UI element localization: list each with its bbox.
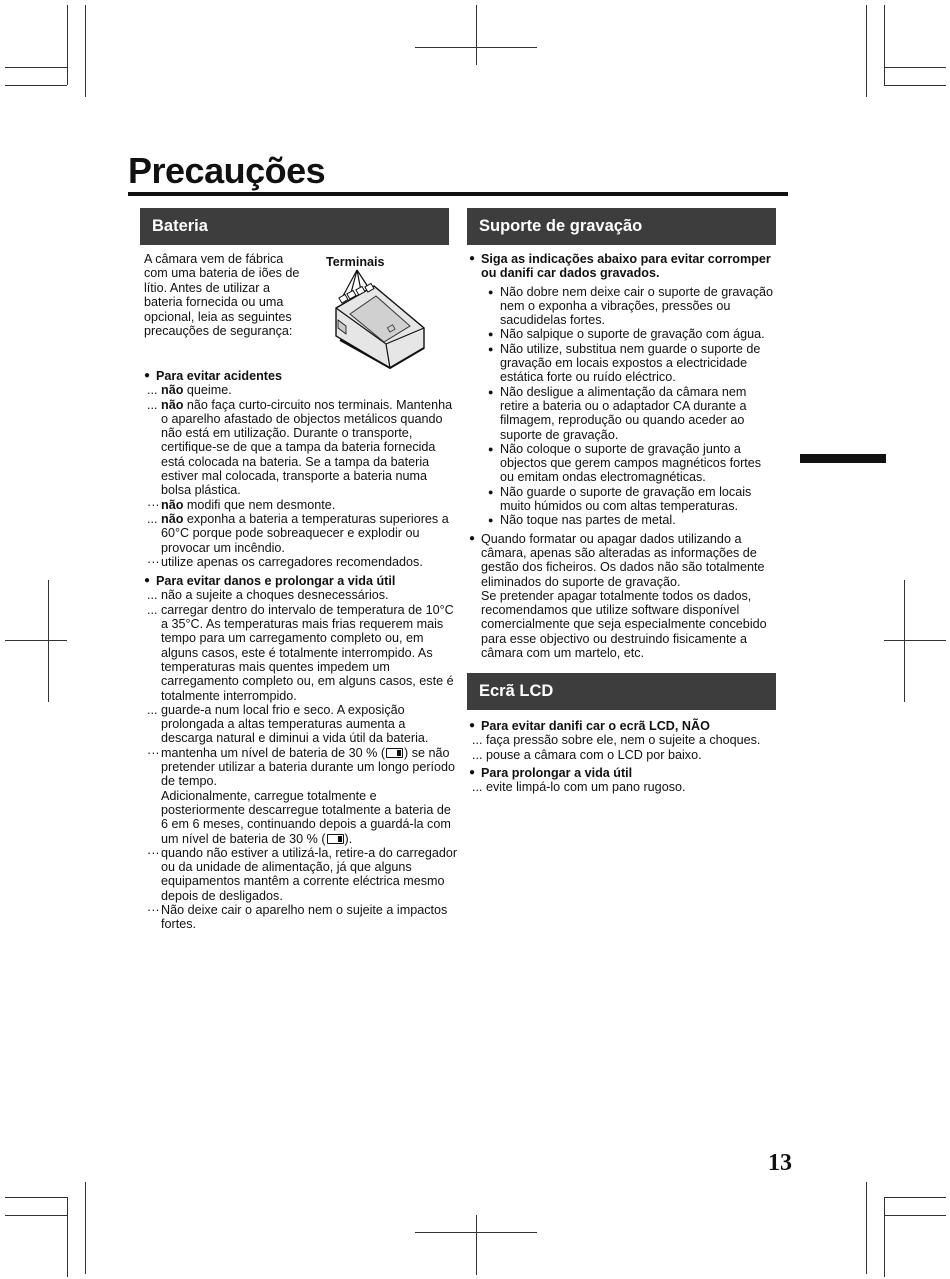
list-item: ... não exponha a bateria a temperaturas superiores a 60°C porque pode sobreaquecer e explodir ou provocar um incêndio. xyxy=(147,511,449,555)
figure-label-terminals: Terminais xyxy=(326,255,385,269)
battery-intro: A câmara vem de fábrica com uma bateria de iões de lítio. Antes de utilizar a bateria fornecida ou uma opcional, leia as seguintes precauções de segurança: xyxy=(144,252,300,339)
list-item: ● Não toque nas partes de metal. xyxy=(469,513,777,527)
lcd-damage-heading: ● Para evitar danifi car o ecrã LCD, NÃO xyxy=(469,719,777,733)
media-precautions xyxy=(469,252,777,660)
list-item: ● Não guarde o suporte de gravação em locais muito húmidos ou com altas temperaturas. xyxy=(469,485,777,514)
list-item: ··· não modifi que nem desmonte. xyxy=(147,497,336,512)
list-item: ● Não utilize, substitua nem guarde o suporte de gravação em locais expostos a electricidade estática forte ou ruído eléctrico. xyxy=(469,342,777,385)
list-item: ... carregar dentro do intervalo de temperatura de 10°C a 35°C. As temperaturas mais frias requerem mais tempo para um carregamento completo ou, em alguns casos, este é totalmente interrompido. As temperaturas mais quentes impedem um carregamento completo ou, em alguns casos, este é totalmente interrompido. xyxy=(147,602,454,703)
list-item: ··· quando não estiver a utilizá-la, retire-a do carregador ou da unidade de alimentação, já que alguns equipamentos mantêm a corrente eléctrica mesmo depois de desligados. xyxy=(147,845,458,903)
list-item: ... guarde-a num local frio e seco. A exposição prolongada a altas temperaturas aumenta a descarga natural e diminui a vida útil da bateria. xyxy=(147,702,429,746)
list-item: ... evite limpá-lo com um pano rugoso. xyxy=(472,780,686,795)
page-number: 13 xyxy=(768,1150,792,1176)
title-rule xyxy=(128,192,788,196)
list-item: ● Não salpique o suporte de gravação com água. xyxy=(469,327,777,341)
list-item: ··· mantenha um nível de bateria de 30 % ( ) se não pretender utilizar a bateria durante um longo período de tempo. Adicionalmente, carregue totalmente e posteriormente descarregue totalmente a bateria de 6 em 6 meses, continuando depois a guardá-la com um nível de bateria de 30 % ( ). xyxy=(147,745,456,846)
list-item: ● Não dobre nem deixe cair o suporte de gravação nem o exponha a vibrações, pressões ou sacudidelas fortes. xyxy=(469,285,777,328)
list-item: ... não não faça curto-circuito nos terminais. Mantenha o aparelho afastado de objectos metálicos quando não está em utilização. Durante o transporte, certifique-se de que a tampa da bateria fornecida está colocada na bateria. Se a tampa da bateria estiver mal colocada, transporte a bateria numa bolsa plástica. xyxy=(147,397,453,498)
section-header-lcd: Ecrã LCD xyxy=(467,673,776,710)
battery-level-icon xyxy=(327,834,344,844)
lcd-precautions xyxy=(469,719,777,794)
format-note: ● Quando formatar ou apagar dados utilizando a câmara, apenas são alteradas as informações de gestão dos ficheiros. Os dados não são totalmente eliminados do suporte de gravação. Se pretender apagar totalmente todos os dados, recomendamos que utilize software disponível comercialmente que seja especialmente concebido para esse objectivo ou destruindo fisicamente a câmara com um martelo, etc. xyxy=(469,532,777,661)
lcd-life-heading: ● Para prolongar a vida útil xyxy=(469,766,777,780)
list-item: ... pouse a câmara com o LCD por baixo. xyxy=(472,747,702,762)
list-item: ... não a sujeite a choques desnecessários. xyxy=(147,588,389,603)
list-item: ● Não coloque o suporte de gravação junto a objectos que gerem campos magnéticos fortes ou emitam ondas electromagnéticas. xyxy=(469,442,777,485)
accidents-heading: ● Para evitar acidentes xyxy=(144,369,459,383)
media-lead: ● Siga as indicações abaixo para evitar corromper ou danifi car dados gravados. xyxy=(469,252,777,281)
battery-illustration xyxy=(326,268,430,372)
list-item: ... não queime. xyxy=(147,383,232,398)
battery-precautions xyxy=(144,369,459,932)
list-item: ··· utilize apenas os carregadores recomendados. xyxy=(147,554,423,569)
damage-heading: ● Para evitar danos e prolongar a vida útil xyxy=(144,574,459,588)
list-item: ··· Não deixe cair o aparelho nem o sujeite a impactos fortes. xyxy=(147,902,448,932)
section-header-media: Suporte de gravação xyxy=(467,208,776,245)
page-title: Precauções xyxy=(128,150,326,191)
section-tab-marker xyxy=(800,454,886,463)
list-item: ● Não desligue a alimentação da câmara nem retire a bateria ou o adaptador CA durante a filmagem, reprodução ou quando aceder ao suporte de gravação. xyxy=(469,385,777,442)
list-item: ... faça pressão sobre ele, nem o sujeite a choques. xyxy=(472,733,761,748)
battery-level-icon xyxy=(386,748,403,758)
section-header-battery: Bateria xyxy=(140,208,449,245)
